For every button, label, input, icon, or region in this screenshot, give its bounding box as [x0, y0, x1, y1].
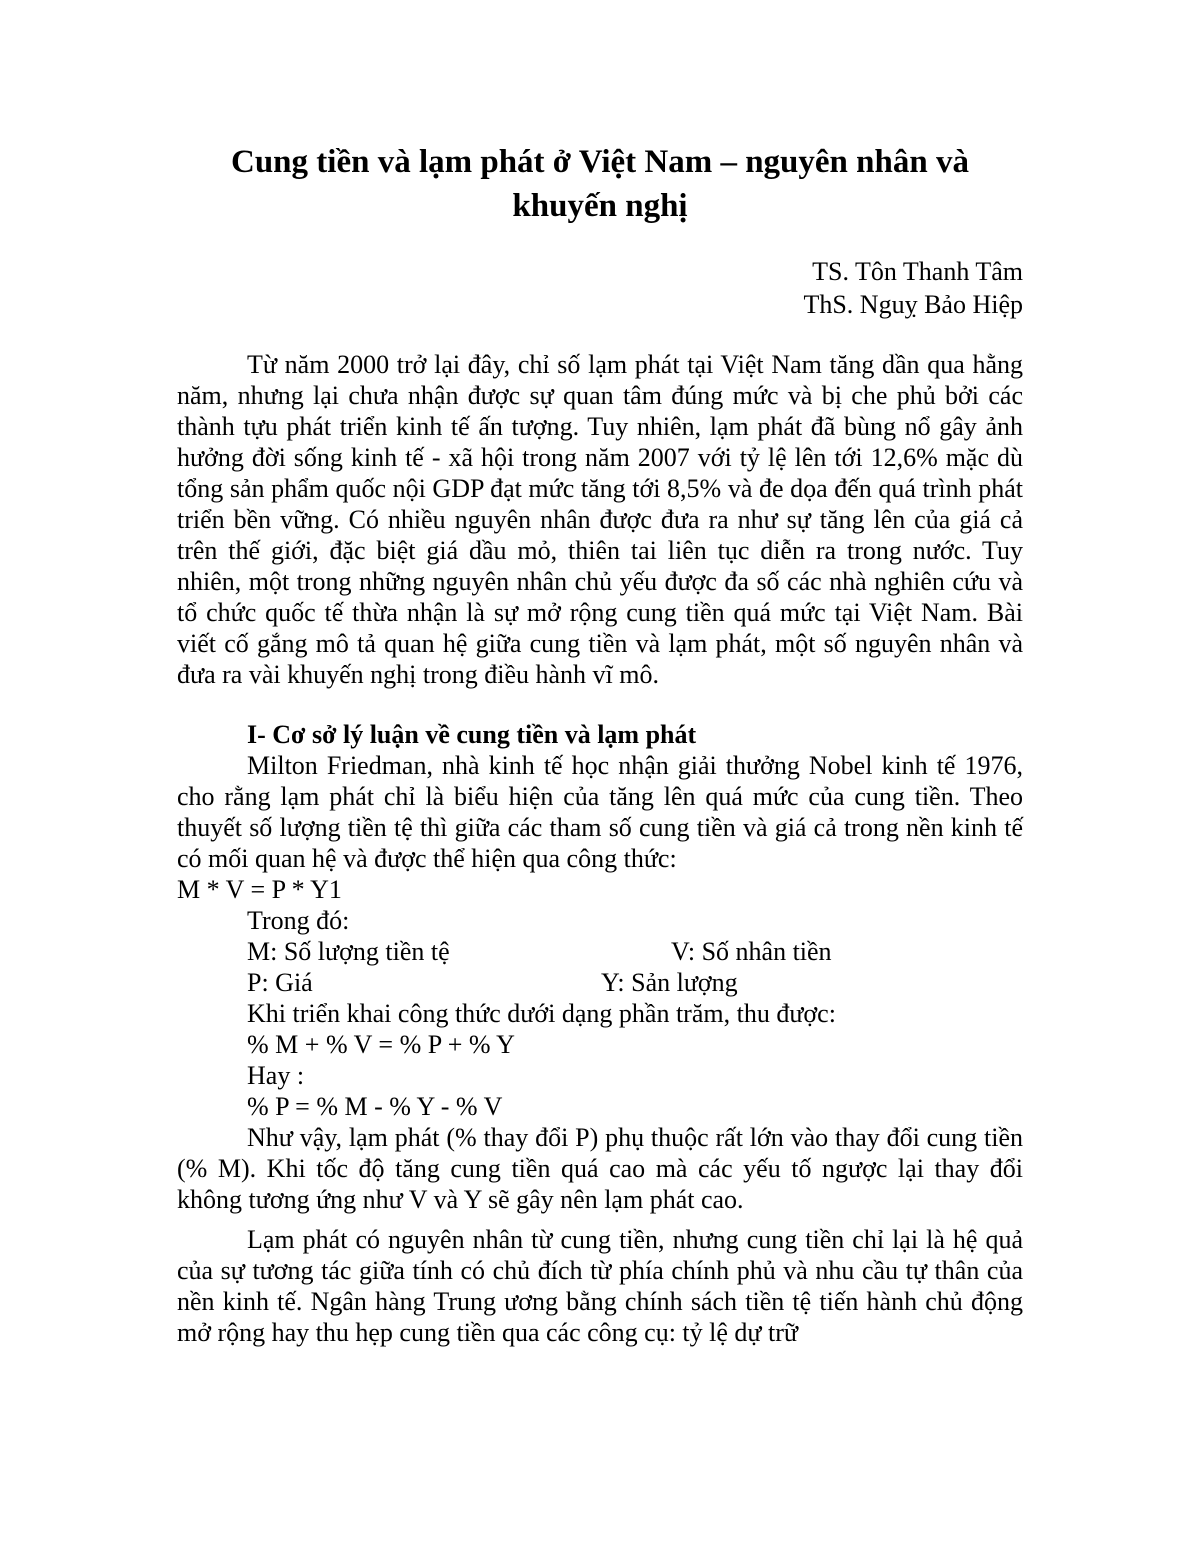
inflation-paragraph: Như vậy, lạm phát (% thay đổi P) phụ thuộc rất lớn vào thay đổi cung tiền (% M). Khi tốc độ tăng cung tiền quá cao mà các yếu tố ngược lại thay đổi không tương ứng như V và Y sẽ gây nên lạm phát cao.: [177, 1123, 1023, 1214]
percent-intro: Khi triển khai công thức dưới dạng phần trăm, thu được:: [247, 999, 836, 1028]
definition-row-1: [247, 936, 1023, 967]
or-label: Hay :: [247, 1061, 305, 1090]
where-label: Trong đó:: [247, 906, 350, 935]
document-title: Cung tiền và lạm phát ở Việt Nam – nguyên nhân và khuyến nghị: [231, 144, 969, 224]
friedman-paragraph: Milton Friedman, nhà kinh tế học nhận giải thưởng Nobel kinh tế 1976, cho rằng lạm phát chỉ là biểu hiện của tăng lên quá mức của cung tiền. Theo thuyết số lượng tiền tệ thì giữa các tham số cung tiền và giá cả trong nền kinh tế có mối quan hệ và được thể hiện qua công thức:: [177, 751, 1023, 873]
percent-formula: % M + % V = % P + % Y: [247, 1030, 515, 1059]
definition-row-2: [247, 967, 1023, 998]
author-list: [177, 255, 1023, 321]
intro-paragraph: Từ năm 2000 trở lại đây, chỉ số lạm phát tại Việt Nam tăng dần qua hằng năm, nhưng lại chưa nhận được sự quan tâm đúng mức và bị che phủ bởi các thành tựu phát triển kinh tế ấn tượng. Tuy nhiên, lạm phát đã bùng nổ gây ảnh hưởng đời sống kinh tế - xã hội trong năm 2007 với tỷ lệ lên tới 12,6% mặc dù tổng sản phẩm quốc nội GDP đạt mức tăng tới 8,5% và đe dọa đến quá trình phát triển bền vững. Có nhiều nguyên nhân được đưa ra như sự tăng lên của giá cả trên thế giới, đặc biệt giá dầu mỏ, thiên tai liên tục diễn ra trong nước. Tuy nhiên, một trong những nguyên nhân chủ yếu được đa số các nhà nghiên cứu và tổ chức quốc tế thừa nhận là sự mở rộng cung tiền quá mức tại Việt Nam. Bài viết cố gắng mô tả quan hệ giữa cung tiền và lạm phát, một số nguyên nhân và đưa ra vài khuyến nghị trong điều hành vĩ mô.: [177, 350, 1023, 689]
quantity-formula: M * V = P * Y1: [177, 875, 342, 904]
definition-y: Y: Sản lượng: [601, 968, 738, 997]
inflation-formula: % P = % M - % Y - % V: [247, 1092, 503, 1121]
section-heading: I- Cơ sở lý luận về cung tiền và lạm phát: [247, 720, 697, 749]
document-page: [177, 140, 1023, 1348]
author-1: TS. Tôn Thanh Tâm: [812, 257, 1023, 286]
definition-m: M: Số lượng tiền tệ: [247, 937, 450, 966]
author-2: ThS. Nguỵ Bảo Hiệp: [803, 290, 1023, 319]
definition-p: P: Giá: [247, 968, 313, 997]
central-bank-paragraph: Lạm phát có nguyên nhân từ cung tiền, nhưng cung tiền chỉ lại là hệ quả của sự tương tác giữa tính có chủ đích từ phía chính phủ và nhu cầu tự thân của nền kinh tế. Ngân hàng Trung ương bằng chính sách tiền tệ tiến hành chủ động mở rộng hay thu hẹp cung tiền qua các công cụ: tỷ lệ dự trữ: [177, 1225, 1023, 1347]
definition-v: V: Số nhân tiền: [671, 937, 832, 966]
